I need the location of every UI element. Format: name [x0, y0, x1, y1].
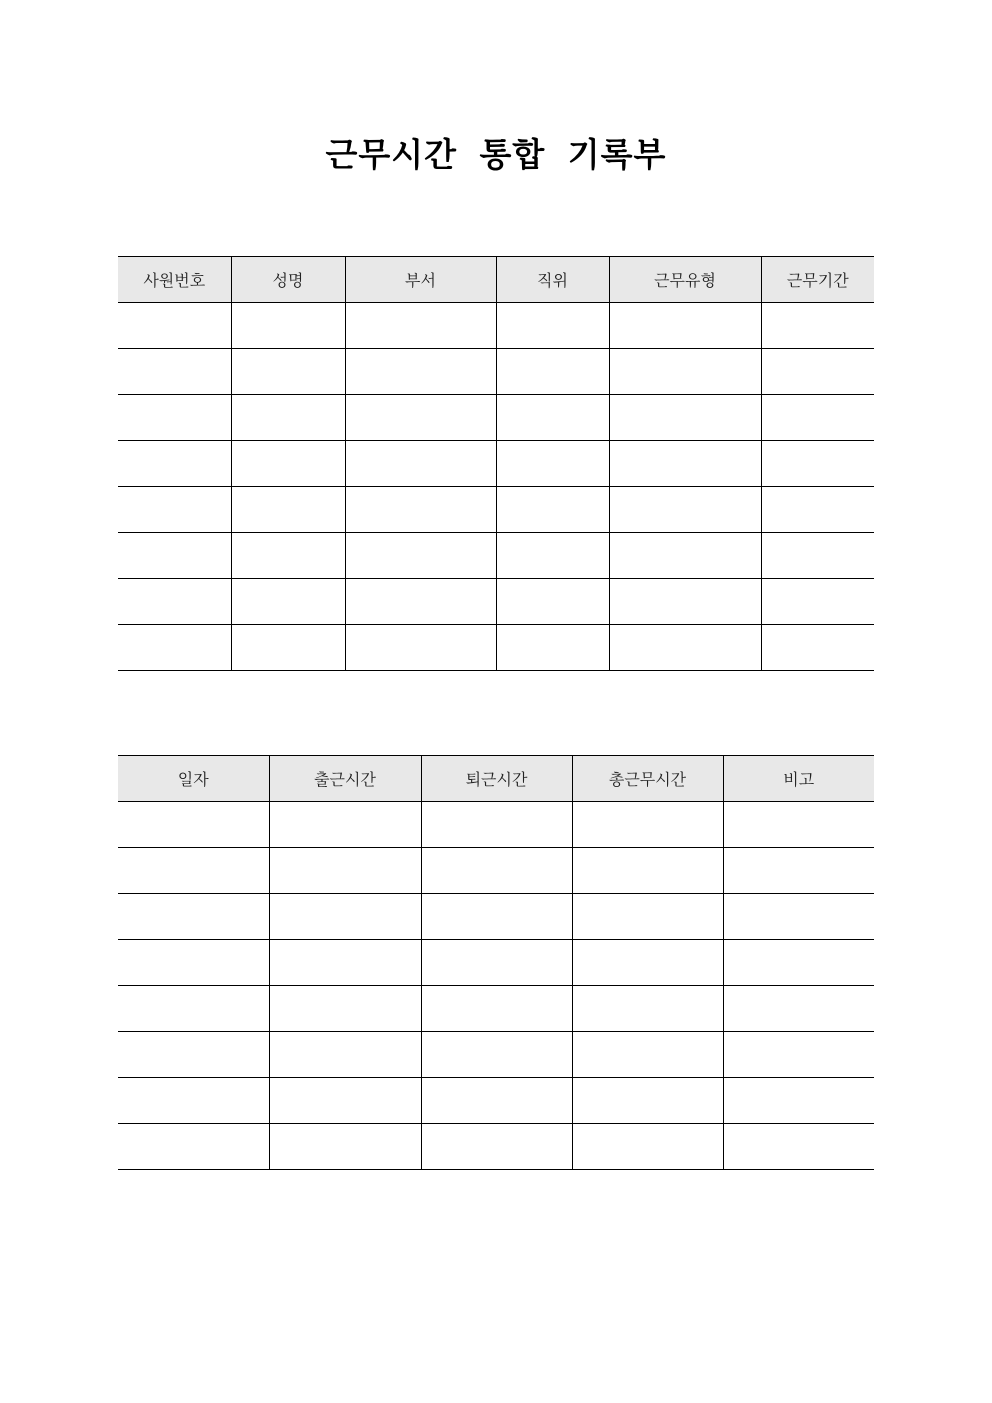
employee-table-cell[interactable]	[118, 395, 231, 441]
employee-table-cell[interactable]	[496, 441, 609, 487]
time-table-cell[interactable]	[572, 1032, 723, 1078]
employee-table-cell[interactable]	[231, 441, 345, 487]
time-table-cell[interactable]	[421, 1032, 572, 1078]
employee-table-header-cell: 성명	[231, 257, 345, 303]
employee-table-cell[interactable]	[609, 579, 761, 625]
time-table-cell[interactable]	[118, 986, 269, 1032]
employee-table-body	[118, 303, 874, 671]
table-row	[118, 802, 874, 848]
table-row	[118, 940, 874, 986]
employee-table-cell[interactable]	[231, 533, 345, 579]
employee-table-cell[interactable]	[609, 625, 761, 671]
time-table-cell[interactable]	[421, 848, 572, 894]
employee-table-cell[interactable]	[761, 395, 874, 441]
table-row	[118, 579, 874, 625]
employee-table-cell[interactable]	[345, 349, 496, 395]
time-table-cell[interactable]	[118, 894, 269, 940]
employee-table-cell[interactable]	[118, 349, 231, 395]
page-title: 근무시간 통합 기록부	[325, 135, 667, 174]
employee-table-cell[interactable]	[496, 625, 609, 671]
table-row	[118, 533, 874, 579]
time-table-header-cell: 총근무시간	[572, 756, 723, 802]
time-table-cell[interactable]	[723, 1032, 874, 1078]
table-row	[118, 625, 874, 671]
table-row	[118, 848, 874, 894]
employee-table-header-cell: 근무기간	[761, 257, 874, 303]
employee-table-cell[interactable]	[231, 349, 345, 395]
employee-table-cell[interactable]	[496, 487, 609, 533]
time-table-cell[interactable]	[421, 1124, 572, 1170]
time-table-cell[interactable]	[118, 1032, 269, 1078]
time-table-cell[interactable]	[269, 848, 421, 894]
employee-table-cell[interactable]	[118, 579, 231, 625]
employee-table-cell[interactable]	[345, 579, 496, 625]
table-row	[118, 1032, 874, 1078]
employee-table-cell[interactable]	[761, 441, 874, 487]
time-table-cell[interactable]	[572, 940, 723, 986]
time-table-cell[interactable]	[269, 1124, 421, 1170]
employee-table-cell[interactable]	[761, 487, 874, 533]
employee-table-header-row	[118, 257, 874, 303]
time-table-cell[interactable]	[723, 802, 874, 848]
employee-table-cell[interactable]	[496, 303, 609, 349]
table-row	[118, 986, 874, 1032]
table-row	[118, 894, 874, 940]
time-table-header-cell: 비고	[723, 756, 874, 802]
time-table-cell[interactable]	[269, 802, 421, 848]
employee-table-cell[interactable]	[609, 395, 761, 441]
employee-table-cell[interactable]	[496, 579, 609, 625]
employee-table-cell[interactable]	[345, 303, 496, 349]
employee-table-cell[interactable]	[761, 349, 874, 395]
time-table-header-cell: 일자	[118, 756, 269, 802]
employee-info-table	[118, 256, 874, 671]
time-table-cell[interactable]	[572, 1124, 723, 1170]
time-table-cell[interactable]	[572, 894, 723, 940]
time-table-cell[interactable]	[723, 940, 874, 986]
table-row	[118, 441, 874, 487]
employee-table-cell[interactable]	[609, 349, 761, 395]
employee-table-cell[interactable]	[496, 395, 609, 441]
time-table-cell[interactable]	[269, 940, 421, 986]
employee-table-cell[interactable]	[345, 625, 496, 671]
time-table-cell[interactable]	[723, 1078, 874, 1124]
employee-table-cell[interactable]	[118, 441, 231, 487]
time-table-cell[interactable]	[269, 1032, 421, 1078]
time-table-cell[interactable]	[723, 894, 874, 940]
employee-table-cell[interactable]	[231, 303, 345, 349]
employee-table-cell[interactable]	[609, 533, 761, 579]
time-table-cell[interactable]	[572, 1078, 723, 1124]
employee-table-cell[interactable]	[761, 303, 874, 349]
time-table-header-cell: 퇴근시간	[421, 756, 572, 802]
time-table-cell[interactable]	[118, 802, 269, 848]
employee-table-cell[interactable]	[761, 579, 874, 625]
employee-table-cell[interactable]	[118, 533, 231, 579]
employee-table-cell[interactable]	[118, 487, 231, 533]
table-row	[118, 349, 874, 395]
time-table-cell[interactable]	[269, 1078, 421, 1124]
time-table-cell[interactable]	[723, 986, 874, 1032]
time-table-cell[interactable]	[572, 848, 723, 894]
employee-table-header-cell: 직위	[496, 257, 609, 303]
employee-table-cell[interactable]	[761, 533, 874, 579]
table-row	[118, 487, 874, 533]
time-table-cell[interactable]	[118, 940, 269, 986]
employee-table-cell[interactable]	[609, 303, 761, 349]
employee-table-cell[interactable]	[761, 625, 874, 671]
employee-table-cell[interactable]	[609, 441, 761, 487]
employee-table-cell[interactable]	[231, 487, 345, 533]
employee-table-header-cell: 부서	[345, 257, 496, 303]
employee-table-cell[interactable]	[118, 303, 231, 349]
employee-table-cell[interactable]	[231, 395, 345, 441]
table-row	[118, 1124, 874, 1170]
employee-table-header-cell: 근무유형	[609, 257, 761, 303]
time-table-cell[interactable]	[118, 1124, 269, 1170]
employee-table-cell[interactable]	[345, 487, 496, 533]
table-row	[118, 395, 874, 441]
employee-table-cell[interactable]	[345, 441, 496, 487]
employee-table-cell[interactable]	[118, 625, 231, 671]
employee-table-cell[interactable]	[496, 349, 609, 395]
time-table-header-cell: 출근시간	[269, 756, 421, 802]
employee-table-cell[interactable]	[231, 579, 345, 625]
employee-table-cell[interactable]	[345, 395, 496, 441]
time-table-cell[interactable]	[118, 848, 269, 894]
work-time-table	[118, 755, 874, 1170]
employee-table-cell[interactable]	[496, 533, 609, 579]
time-table-header-row	[118, 756, 874, 802]
employee-table-cell[interactable]	[345, 533, 496, 579]
time-table-cell[interactable]	[421, 802, 572, 848]
time-table-cell[interactable]	[723, 1124, 874, 1170]
time-table-cell[interactable]	[421, 940, 572, 986]
time-table-cell[interactable]	[421, 986, 572, 1032]
table-row	[118, 1078, 874, 1124]
time-table-cell[interactable]	[572, 986, 723, 1032]
employee-table-cell[interactable]	[231, 625, 345, 671]
time-table-cell[interactable]	[269, 986, 421, 1032]
time-table-cell[interactable]	[421, 894, 572, 940]
time-table-cell[interactable]	[269, 894, 421, 940]
employee-table-header-cell: 사원번호	[118, 257, 231, 303]
time-table-cell[interactable]	[421, 1078, 572, 1124]
time-table-cell[interactable]	[723, 848, 874, 894]
time-table-body	[118, 802, 874, 1170]
employee-table-cell[interactable]	[609, 487, 761, 533]
time-table-cell[interactable]	[572, 802, 723, 848]
table-row	[118, 303, 874, 349]
time-table-cell[interactable]	[118, 1078, 269, 1124]
